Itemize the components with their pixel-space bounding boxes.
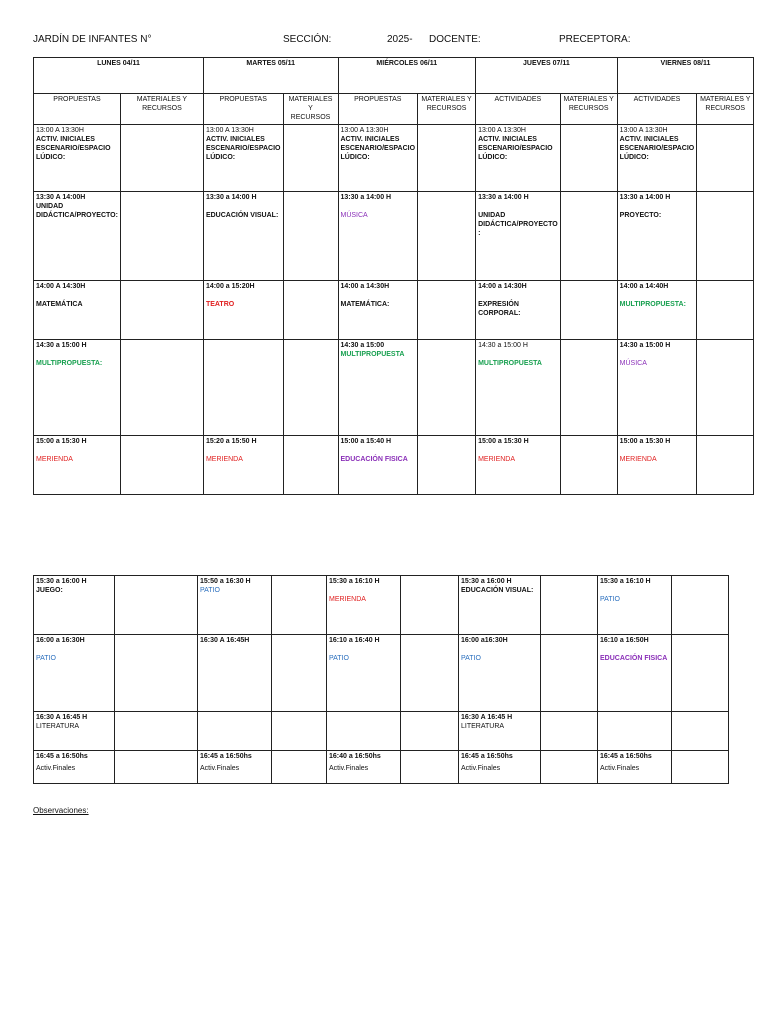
col-materiales: MATERIALES Y RECURSOS (120, 94, 203, 125)
cell-miercoles: 15:00 a 15:40 H EDUCACIÓN FISICA (338, 436, 418, 495)
cell-materiales (697, 436, 754, 495)
cell-jueves: 15:30 a 16:00 H EDUCACIÓN VISUAL: (459, 576, 541, 635)
cell-miercoles: 16:40 a 16:50hs Activ.Finales (327, 751, 401, 784)
cell-materiales (120, 340, 203, 436)
cell-materiales (418, 436, 476, 495)
cell-miercoles: 13:00 A 13:30H ACTIV. INICIALES ESCENARIO/ESPACIO LÚDICO: (338, 125, 418, 192)
day-viernes: VIERNES 08/11 (617, 58, 754, 94)
cell-materiales (560, 436, 617, 495)
cell-materiales (672, 576, 729, 635)
cell-lunes: 16:45 a 16:50hs Activ.Finales (34, 751, 115, 784)
col-propuestas: PROPUESTAS (338, 94, 418, 125)
table-row (34, 340, 754, 436)
col-materiales: MATERIALES Y RECURSOS (283, 94, 338, 125)
cell-materiales (272, 576, 327, 635)
cell-jueves: 15:00 a 15:30 H MERIENDA (476, 436, 561, 495)
day-jueves: JUEVES 07/11 (476, 58, 618, 94)
cell-martes: 16:45 a 16:50hs Activ.Finales (198, 751, 272, 784)
table-row (34, 751, 729, 784)
schedule-table-top (33, 57, 754, 495)
cell-materiales (697, 192, 754, 281)
cell-jueves: 14:30 a 15:00 H MULTIPROPUESTA (476, 340, 561, 436)
col-materiales: MATERIALES Y RECURSOS (697, 94, 754, 125)
cell-materiales (283, 340, 338, 436)
cell-viernes: 13:00 A 13:30H ACTIV. INICIALES ESCENARIO/ESPACIO LÚDICO: (617, 125, 697, 192)
cell-materiales (418, 125, 476, 192)
cell-materiales (697, 340, 754, 436)
day-header-row (34, 58, 754, 94)
cell-materiales (541, 576, 598, 635)
cell-martes: 13:30 a 14:00 H EDUCACIÓN VISUAL: (203, 192, 283, 281)
cell-martes: 15:20 a 15:50 H MERIENDA (203, 436, 283, 495)
table-row (34, 635, 729, 712)
table-row (34, 125, 754, 192)
cell-materiales (418, 340, 476, 436)
year-label: 2025- (387, 34, 413, 45)
cell-materiales (401, 712, 459, 751)
cell-viernes: 16:45 a 16:50hs Activ.Finales (598, 751, 672, 784)
cell-materiales (115, 751, 198, 784)
cell-lunes: 16:00 a 16:30H PATIO (34, 635, 115, 712)
cell-martes (198, 712, 272, 751)
cell-miercoles: 16:10 a 16:40 H PATIO (327, 635, 401, 712)
cell-materiales (672, 751, 729, 784)
cell-materiales (401, 751, 459, 784)
cell-martes (203, 340, 283, 436)
col-actividades: ACTIVIDADES (617, 94, 697, 125)
cell-materiales (272, 751, 327, 784)
cell-materiales (272, 712, 327, 751)
cell-materiales (283, 281, 338, 340)
cell-martes: 16:30 A 16:45H (198, 635, 272, 712)
cell-materiales (120, 436, 203, 495)
cell-jueves: 16:30 A 16:45 H LITERATURA (459, 712, 541, 751)
jardin-label: JARDÍN DE INFANTES N° (33, 34, 152, 45)
col-materiales: MATERIALES Y RECURSOS (418, 94, 476, 125)
schedule-table-bottom (33, 575, 729, 784)
seccion-label: SECCIÓN: (283, 34, 332, 45)
cell-materiales (418, 281, 476, 340)
cell-materiales (120, 281, 203, 340)
day-martes: MARTES 05/11 (203, 58, 338, 94)
cell-materiales (560, 125, 617, 192)
cell-materiales (541, 712, 598, 751)
cell-viernes (598, 712, 672, 751)
cell-materiales (560, 192, 617, 281)
cell-lunes: 14:00 A 14:30H MATEMÁTICA (34, 281, 121, 340)
cell-materiales (697, 125, 754, 192)
table-row (34, 436, 754, 495)
preceptora-label: PRECEPTORA: (559, 34, 631, 45)
cell-jueves: 14:00 a 14:30H EXPRESIÓN CORPORAL: (476, 281, 561, 340)
cell-martes: 15:50 a 16:30 H PATIO (198, 576, 272, 635)
cell-viernes: 15:00 a 15:30 H MERIENDA (617, 436, 697, 495)
observaciones-label: Observaciones: (33, 806, 89, 815)
cell-materiales (283, 192, 338, 281)
col-materiales: MATERIALES Y RECURSOS (560, 94, 617, 125)
cell-materiales (401, 635, 459, 712)
day-lunes: LUNES 04/11 (34, 58, 204, 94)
cell-materiales (541, 751, 598, 784)
cell-miercoles: 13:30 a 14:00 H MÚSICA (338, 192, 418, 281)
cell-jueves: 13:30 a 14:00 H UNIDAD DIDÁCTICA/PROYECTO : (476, 192, 561, 281)
cell-materiales (283, 436, 338, 495)
cell-viernes: 14:00 a 14:40H MULTIPROPUESTA: (617, 281, 697, 340)
cell-viernes: 14:30 a 15:00 H MÚSICA (617, 340, 697, 436)
col-actividades: ACTIVIDADES (476, 94, 561, 125)
cell-materiales (283, 125, 338, 192)
cell-materiales (541, 635, 598, 712)
cell-lunes: 13:00 A 13:30H ACTIV. INICIALES ESCENARIO/ESPACIO LÚDICO: (34, 125, 121, 192)
cell-materiales (401, 576, 459, 635)
col-propuestas: PROPUESTAS (203, 94, 283, 125)
cell-miercoles: 15:30 a 16:10 H MERIENDA (327, 576, 401, 635)
cell-lunes: 15:30 a 16:00 H JUEGO: (34, 576, 115, 635)
cell-materiales (418, 192, 476, 281)
cell-materiales (115, 635, 198, 712)
cell-lunes: 13:30 A 14:00H UNIDAD DIDÁCTICA/PROYECTO: (34, 192, 121, 281)
cell-viernes: 15:30 a 16:10 H PATIO (598, 576, 672, 635)
cell-materiales (560, 340, 617, 436)
table-row (34, 281, 754, 340)
table-row (34, 192, 754, 281)
cell-miercoles (327, 712, 401, 751)
cell-lunes: 16:30 A 16:45 H LITERATURA (34, 712, 115, 751)
table-row (34, 712, 729, 751)
col-propuestas: PROPUESTAS (34, 94, 121, 125)
day-miercoles: MIÉRCOLES 06/11 (338, 58, 476, 94)
cell-materiales (115, 712, 198, 751)
cell-jueves: 16:45 a 16:50hs Activ.Finales (459, 751, 541, 784)
docente-label: DOCENTE: (429, 34, 481, 45)
cell-materiales (672, 712, 729, 751)
cell-viernes: 16:10 a 16:50H EDUCACIÓN FISICA (598, 635, 672, 712)
cell-lunes: 14:30 a 15:00 H MULTIPROPUESTA: (34, 340, 121, 436)
cell-materiales (560, 281, 617, 340)
cell-materiales (697, 281, 754, 340)
cell-jueves: 16:00 a16:30H PATIO (459, 635, 541, 712)
cell-materiales (120, 192, 203, 281)
cell-miercoles: 14:00 a 14:30H MATEMÁTICA: (338, 281, 418, 340)
cell-martes: 13:00 A 13:30H ACTIV. INICIALES ESCENARIO/ESPACIO LÚDICO: (203, 125, 283, 192)
cell-materiales (120, 125, 203, 192)
cell-miercoles: 14:30 a 15:00 MULTIPROPUESTA (338, 340, 418, 436)
cell-viernes: 13:30 a 14:00 H PROYECTO: (617, 192, 697, 281)
cell-materiales (115, 576, 198, 635)
cell-lunes: 15:00 a 15:30 H MERIENDA (34, 436, 121, 495)
cell-jueves: 13:00 A 13:30H ACTIV. INICIALES ESCENARIO/ESPACIO LÚDICO: (476, 125, 561, 192)
cell-martes: 14:00 a 15:20H TEATRO (203, 281, 283, 340)
cell-materiales (272, 635, 327, 712)
table-row (34, 576, 729, 635)
sub-header-row (34, 94, 754, 125)
cell-materiales (672, 635, 729, 712)
